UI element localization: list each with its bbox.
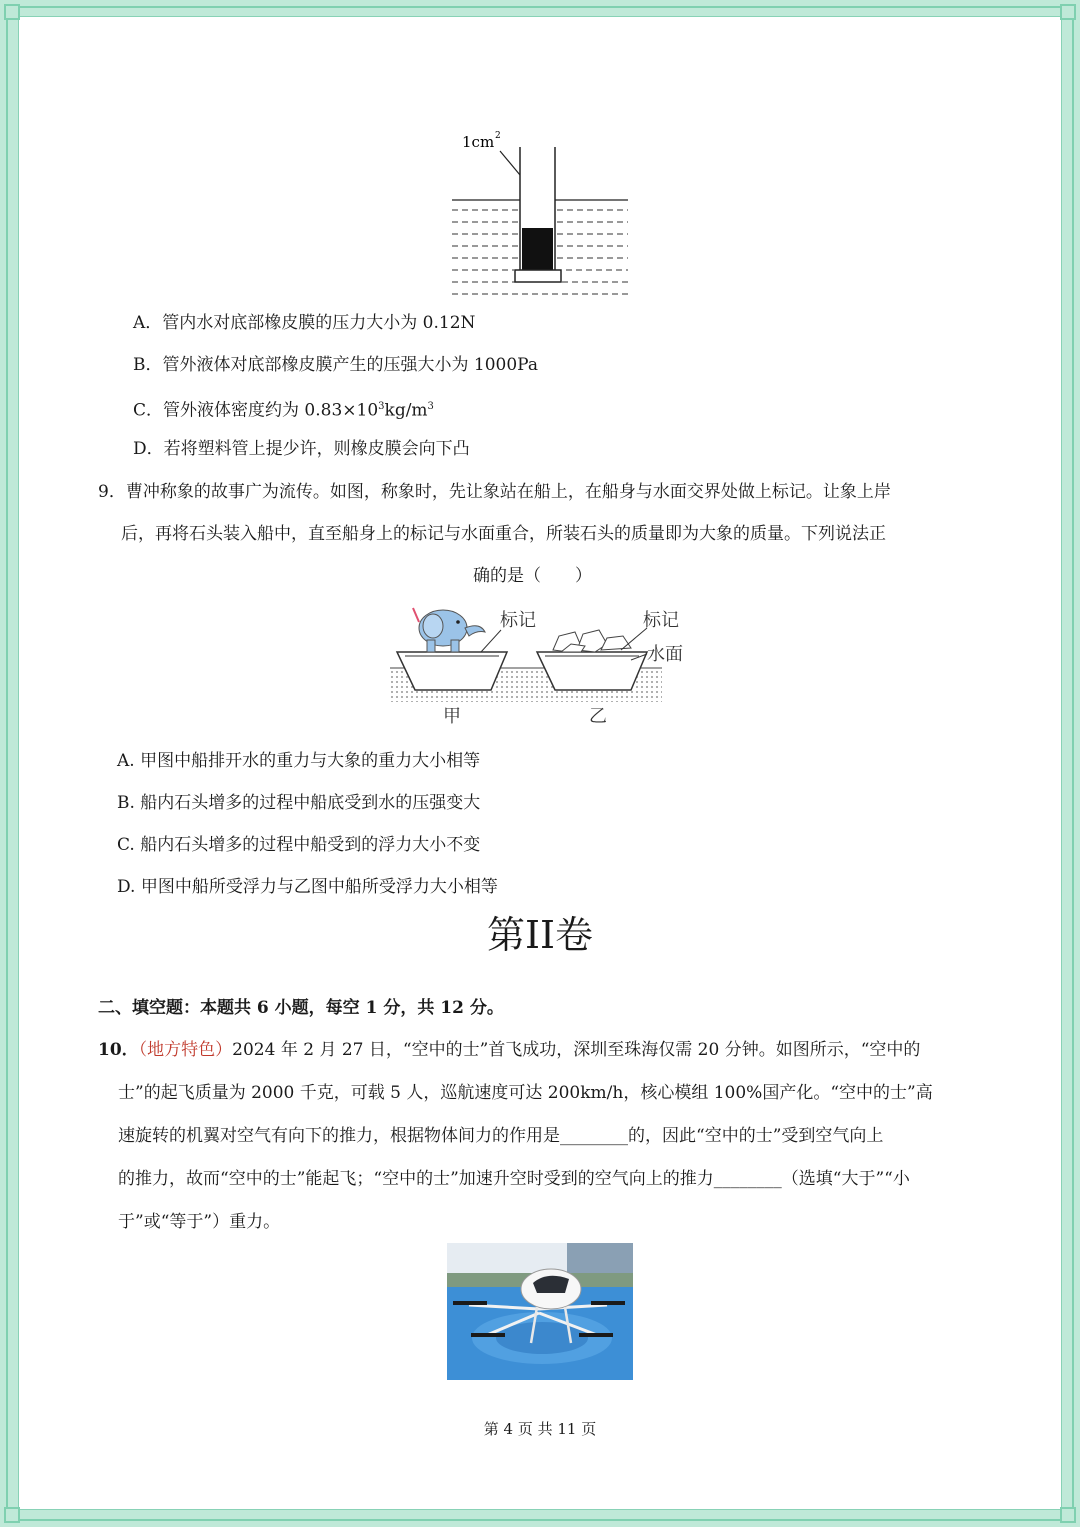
q8-option-c xyxy=(133,396,434,422)
figure-yi-label: 乙 xyxy=(589,706,607,727)
frame-corner xyxy=(4,1507,20,1523)
area-label: 1cm xyxy=(462,133,495,151)
area-label-sup: 2 xyxy=(495,131,501,141)
q8-option-a: A．管内水对底部橡皮膜的压力大小为 0.12N xyxy=(133,313,476,333)
q10-stem-line2: 士”的起飞质量为 2000 千克，可载 5 人，巡航速度可达 200km/h，核心模组 100%国产化。“空中的士”高 xyxy=(118,1083,933,1103)
frame-corner xyxy=(1060,4,1076,20)
q10-stem-line3: 速旋转的机翼对空气有向下的推力，根据物体间力的作用是________的，因此“空中的士”受到空气向上 xyxy=(118,1126,884,1146)
tube-in-liquid-figure xyxy=(440,125,640,303)
q10-tag: （地方特色） xyxy=(138,1040,233,1060)
air-taxi-photo xyxy=(447,1243,633,1380)
q9-option-c: C. 船内石头增多的过程中船受到的浮力大小不变 xyxy=(117,835,481,855)
q10-number: 10． xyxy=(98,1040,139,1060)
mark-right-label: 标记 xyxy=(643,610,679,631)
stones-icon xyxy=(553,630,631,652)
q10-stem-line1 xyxy=(98,1039,920,1061)
q9-stem-line2: 后，再将石头装入船中，直至船身上的标记与水面重合，所装石头的质量即为大象的质量。下列说法正 xyxy=(121,524,886,544)
q9-stem-line1: 9．曹冲称象的故事广为流传。如图，称象时，先让象站在船上，在船身与水面交界处做上标记。让象上岸 xyxy=(98,482,891,502)
frame-corner xyxy=(4,4,20,20)
q10-stem-line5: 于”或“等于”）重力。 xyxy=(118,1212,281,1232)
q10-stem-line4: 的推力，故而“空中的士”能起飞；“空中的士”加速升空时受到的空气向上的推力________（选填“大于”“小 xyxy=(118,1169,910,1189)
frame-corner xyxy=(1060,1507,1076,1523)
section-title: 第II卷 xyxy=(486,913,594,957)
q8-option-c-unit: kg/m xyxy=(384,400,428,421)
q9-option-a: A. 甲图中船排开水的重力与大象的重力大小相等 xyxy=(117,751,481,771)
water-surface-label: 水面 xyxy=(647,644,683,665)
figure-jia-label: 甲 xyxy=(443,706,461,727)
q9-stem-line3: 确的是（ ） xyxy=(473,566,592,586)
page-footer: 第 4 页 共 11 页 xyxy=(483,1420,597,1438)
q9-option-b: B. 船内石头增多的过程中船底受到水的压强变大 xyxy=(117,793,481,813)
q8-option-c-exp2: 3 xyxy=(427,401,434,412)
section2-heading: 二、填空题：本题共 6 小题，每空 1 分，共 12 分。 xyxy=(98,998,504,1018)
q8-option-b: B．管外液体对底部橡皮膜产生的压强大小为 1000Pa xyxy=(133,355,538,375)
q9-option-d: D. 甲图中船所受浮力与乙图中船所受浮力大小相等 xyxy=(117,877,498,897)
q8-option-c-text: C．管外液体密度约为 0.83×10 xyxy=(133,400,379,421)
boat-elephant-figure xyxy=(385,600,690,728)
mark-left-label: 标记 xyxy=(500,610,536,631)
elephant-icon xyxy=(413,608,485,652)
q8-option-d: D．若将塑料管上提少许，则橡皮膜会向下凸 xyxy=(133,439,470,459)
q8-option-c-exp1: 3 xyxy=(378,401,385,412)
q10-line1-text: 2024 年 2 月 27 日，“空中的士”首飞成功，深圳至珠海仅需 20 分钟。如图所示，“空中的 xyxy=(232,1040,921,1060)
